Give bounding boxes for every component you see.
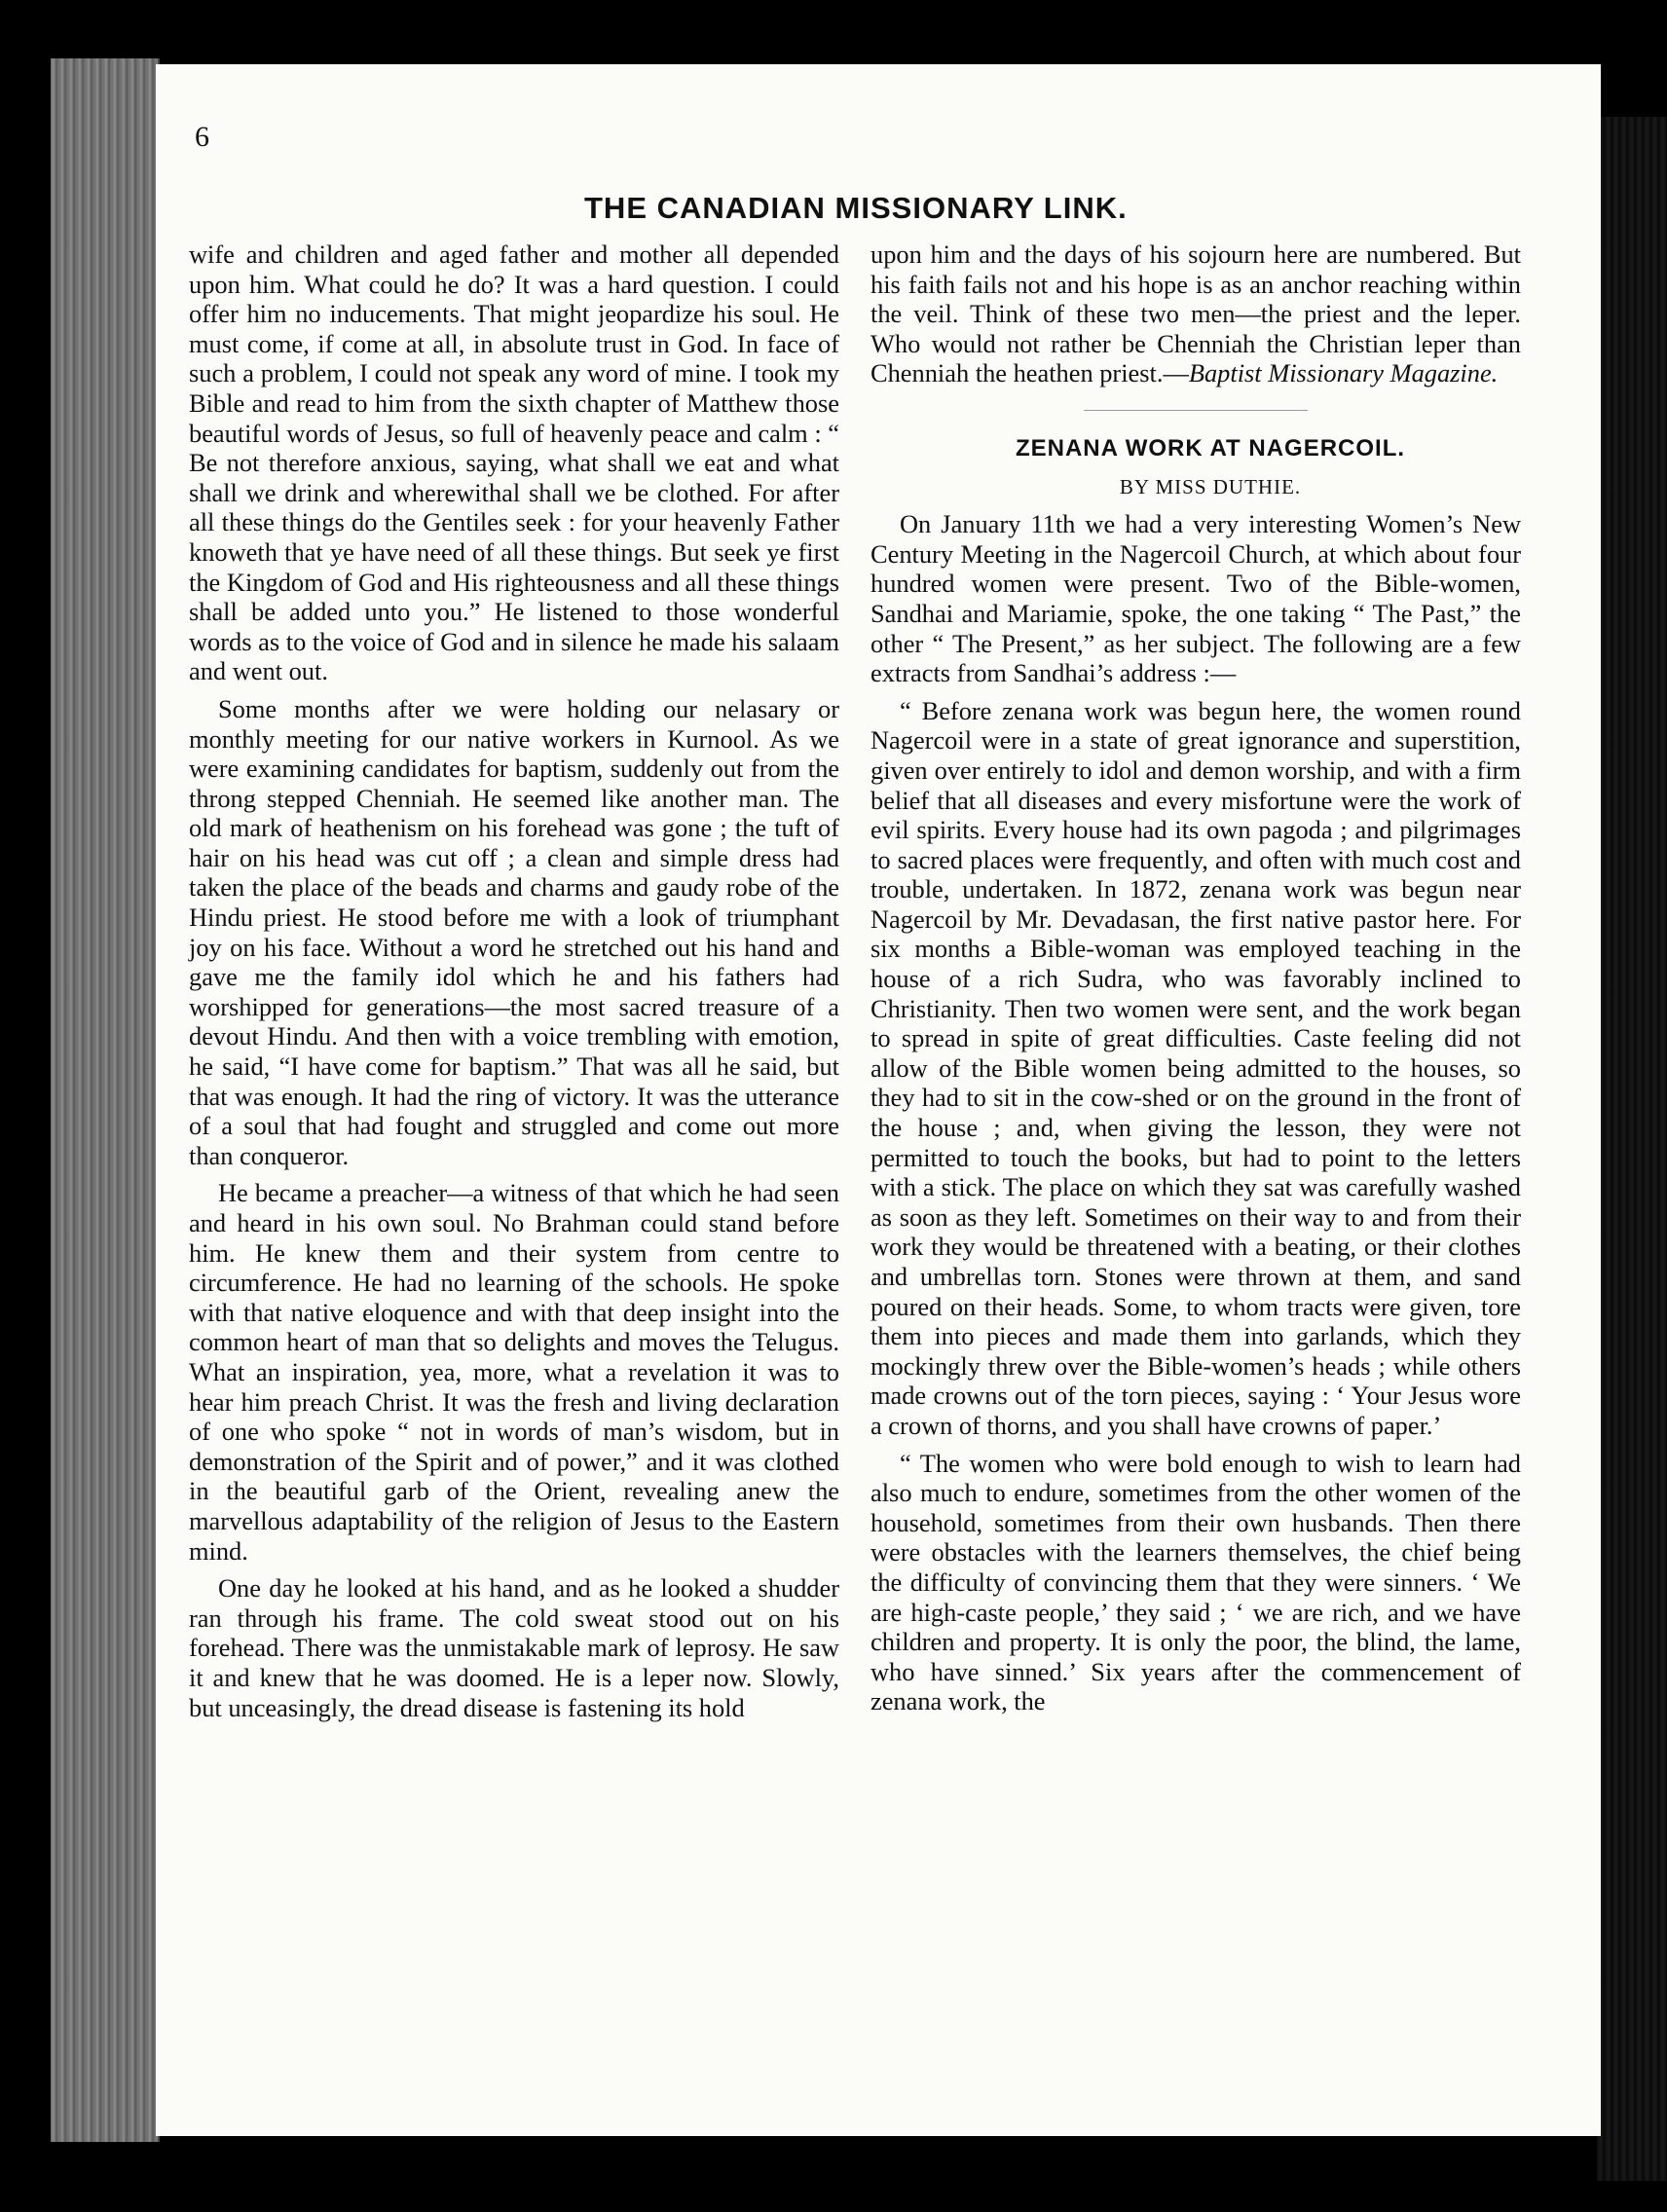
facing-page-edge <box>1597 117 1667 2181</box>
running-title: THE CANADIAN MISSIONARY LINK. <box>584 191 1128 225</box>
paragraph-text: upon him and the days of his sojourn here are numbered. But his faith fails not and his hope is as an anchor reaching within the veil. Think of these two men—the priest and the leper. Who would not rather be Chenniah the Christian leper than Chenniah the heathen priest.— <box>871 240 1521 388</box>
right-column <box>871 240 1521 1716</box>
book-page-edges <box>51 58 160 2142</box>
paragraph: One day he looked at his hand, and as he looked a shudder ran through his frame. The cold sweat stood out on his forehead. There was the unmistakable mark of leprosy. He saw it and knew that he was doomed. He is a leper now. Slowly, but unceasingly, the dread disease is fastening its hold <box>189 1573 839 1722</box>
section-divider <box>1084 410 1308 411</box>
byline: BY MISS DUTHIE. <box>1119 474 1302 498</box>
paragraph: wife and children and aged father and mother all depended upon him. What could he do? It was a hard question. I could offer him no inducements. That might jeopardize his soul. He must come, if come at all, in absolute trust in God. In face of such a problem, I could not speak any word of mine. I took my Bible and read to him from the sixth chapter of Matthew those beautiful words of Jesus, so full of heavenly peace and calm : “ Be not therefore anxious, saying, what shall we eat and what shall we drink and wherewithal shall we be clothed. For after all these things do the Gentiles seek : for your heavenly Father knoweth that ye have need of all these things. But seek ye first the Kingdom of God and His righteousness and all these things shall be added unto you.” He listened to those wonderful words as to the voice of God and in silence he made his salaam and went out. <box>189 240 839 686</box>
page-number: 6 <box>195 121 209 153</box>
paragraph: He became a preacher—a witness of that which he had seen and heard in his own soul. No Brahman could stand before him. He knew them and their system from centre to circumference. He had no learning of the schools. He spoke with that native eloquence and with that deep insight into the common heart of man that so delights and moves the Telugus. What an inspiration, yea, more, what a revelation it was to hear him preach Christ. It was the fresh and living declaration of one who spoke “ not in words of man’s wisdom, but in demonstration of the Spirit and of power,” and it was clothed in the beautiful garb of the Orient, revealing anew the marvellous adaptability of the religion of Jesus to the Eastern mind. <box>189 1178 839 1566</box>
paragraph: “ Before zenana work was begun here, the women round Nagercoil were in a state of great ignorance and superstition, given over entirely to idol and demon worship, and with a firm belief that all diseases and every misfortune were the work of evil spirits. Every house had its own pagoda ; and pilgrimages to sacred places were frequently, and often with much cost and trouble, undertaken. In 1872, zenana work was begun near Nagercoil by Mr. Devadasan, the first native pastor here. For six months a Bible-woman was employed teaching in the house of a rich Sudra, who was favorably inclined to Christianity. Then two women were sent, and the work began to spread in spite of great difficulties. Caste feeling did not allow of the Bible women being admitted to the houses, so they had to sit in the cow-shed or on the ground in the front of the house ; and, when giving the lesson, they were not permitted to touch the books, but had to point to the letters with a stick. The place on which they sat was carefully washed as soon as they left. Sometimes on their way to and from their work they would be threatened with a beating, or their clothes and umbrellas torn. Stones were thrown at them, and sand poured on their heads. Some, to whom tracts were given, tore them into pieces and made them into garlands, which they mockingly threw over the Bible-women’s heads ; while others made crowns out of the torn pieces, saying : ‘ Your Jesus wore a crown of thorns, and you shall have crowns of paper.’ <box>871 695 1521 1440</box>
paragraph <box>871 240 1521 388</box>
paragraph: Some months after we were holding our nelasary or monthly meeting for our native workers in Kurnool. As we were examining candidates for baptism, suddenly out from the throng stepped Chenniah. He seemed like another man. The old mark of heathenism on his forehead was gone ; the tuft of hair on his head was cut off ; a clean and simple dress had taken the place of the beads and charms and gaudy robe of the Hindu priest. He stood before me with a look of triumphant joy on his face. Without a word he stretched out his hand and gave me the family idol which he and his fathers had worshipped for generations—the most sacred treasure of a devout Hindu. And then with a voice trembling with emotion, he said, “I have come for baptism.” That was all he said, but that was enough. It had the ring of victory. It was the utterance of a soul that had fought and struggled and come out more than conqueror. <box>189 693 839 1170</box>
article-title: ZENANA WORK AT NAGERCOIL. <box>1015 434 1406 461</box>
page <box>156 64 1601 2136</box>
paragraph: “ The women who were bold enough to wish to learn had also much to endure, sometimes from the other women of the household, sometimes from their own husbands. Then there were obstacles with the learners themselves, the chief being the difficulty of convincing them that they were sinners. ‘ We are high-caste people,’ they said ; ‘ we are rich, and we have children and property. It is only the poor, the blind, the lame, who have sinned.’ Six years after the commencement of zenana work, the <box>871 1448 1521 1716</box>
source-citation: Baptist Missionary Magazine. <box>1188 358 1499 388</box>
paragraph: On January 11th we had a very interesting Women’s New Century Meeting in the Nagercoil Church, at which about four hundred women were present. Two of the Bible-women, Sandhai and Mariamie, spoke, the one taking “ The Past,” the other “ The Present,” as her subject. The following are a few extracts from Sandhai’s address :— <box>871 509 1521 688</box>
left-column <box>189 240 839 1722</box>
